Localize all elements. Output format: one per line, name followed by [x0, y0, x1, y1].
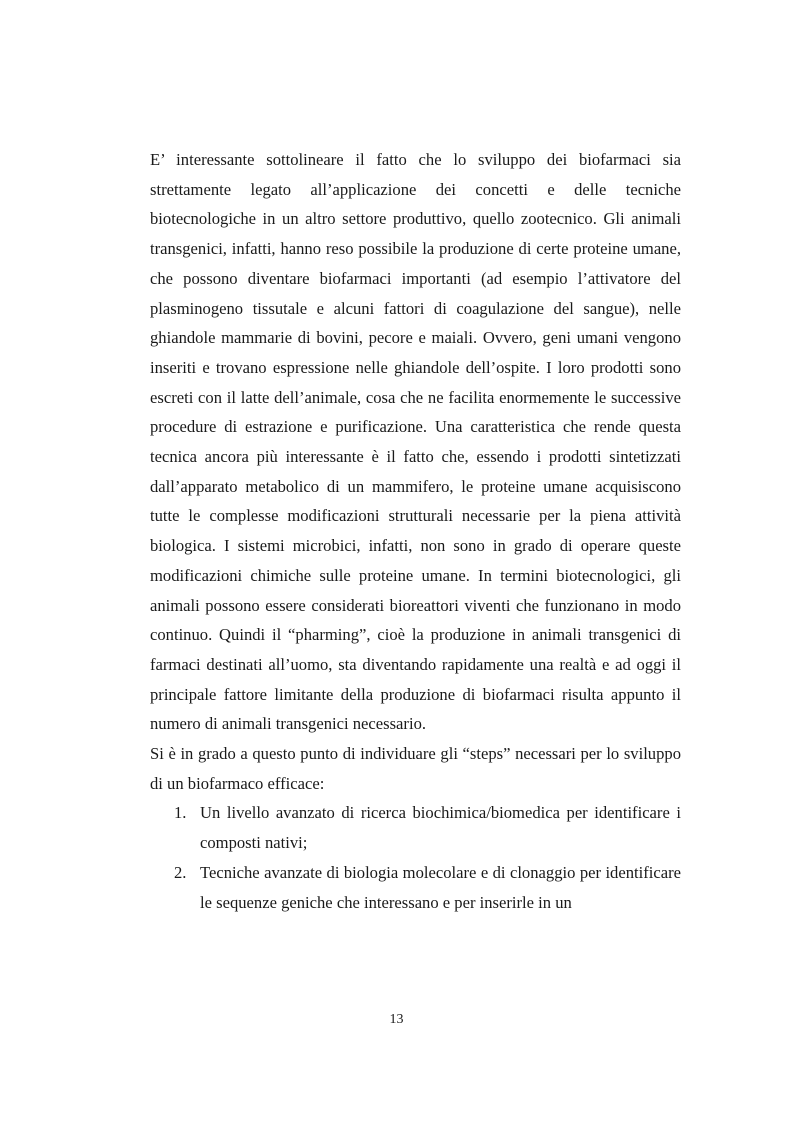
list-item	[174, 798, 681, 857]
list-item-number: 2.	[174, 862, 187, 882]
list-item-number: 1.	[174, 803, 187, 823]
body-paragraph-2: Si è in grado a questo punto di individuare gli “steps” necessari per lo sviluppo di un biofarmaco efficace:	[150, 744, 681, 793]
page-content	[150, 145, 681, 917]
list-item	[174, 858, 681, 917]
page-number: 13	[389, 1012, 404, 1027]
list-item-text: Tecniche avanzate di biologia molecolare e di clonaggio per identificare le sequenze geniche che interessano e per inserirle in un	[200, 862, 681, 912]
body-paragraph-1: E’ interessante sottolineare il fatto che lo sviluppo dei biofarmaci sia strettamente legato all’applicazione dei concetti e delle tecniche biotecnologiche in un altro settore produttivo, quello zootecnico. Gli animali transgenici, infatti, hanno reso possibile la produzione di certe proteine umane, che possono diventare biofarmaci importanti (ad esempio l’attivatore del plasminogeno tissutale e alcuni fattori di coagulazione del sangue), nelle ghiandole mammarie di bovini, pecore e maiali. Ovvero, geni umani vengono inseriti e trovano espressione nelle ghiandole dell’ospite. I loro prodotti sono escreti con il latte dell’animale, cosa che ne facilita enormemente le successive procedure di estrazione e purificazione. Una caratteristica che rende questa tecnica ancora più interessante è il fatto che, essendo i prodotti sintetizzati dall’apparato metabolico di un mammifero, le proteine umane acquisiscono tutte le complesse modificazioni strutturali necessarie per la piena attività biologica. I sistemi microbici, infatti, non sono in grado di operare queste modificazioni chimiche sulle proteine umane. In termini biotecnologici, gli animali possono essere considerati bioreattori viventi che funzionano in modo continuo. Quindi il “pharming”, cioè la produzione in animali transgenici di farmaci destinati all’uomo, sta diventando rapidamente una realtà e ad oggi il principale fattore limitante della produzione di biofarmaci risulta appunto il numero di animali transgenici necessario.	[150, 150, 681, 734]
steps-list	[150, 798, 681, 917]
list-item-text: Un livello avanzato di ricerca biochimica/biomedica per identificare i composti nativi;	[200, 803, 681, 853]
